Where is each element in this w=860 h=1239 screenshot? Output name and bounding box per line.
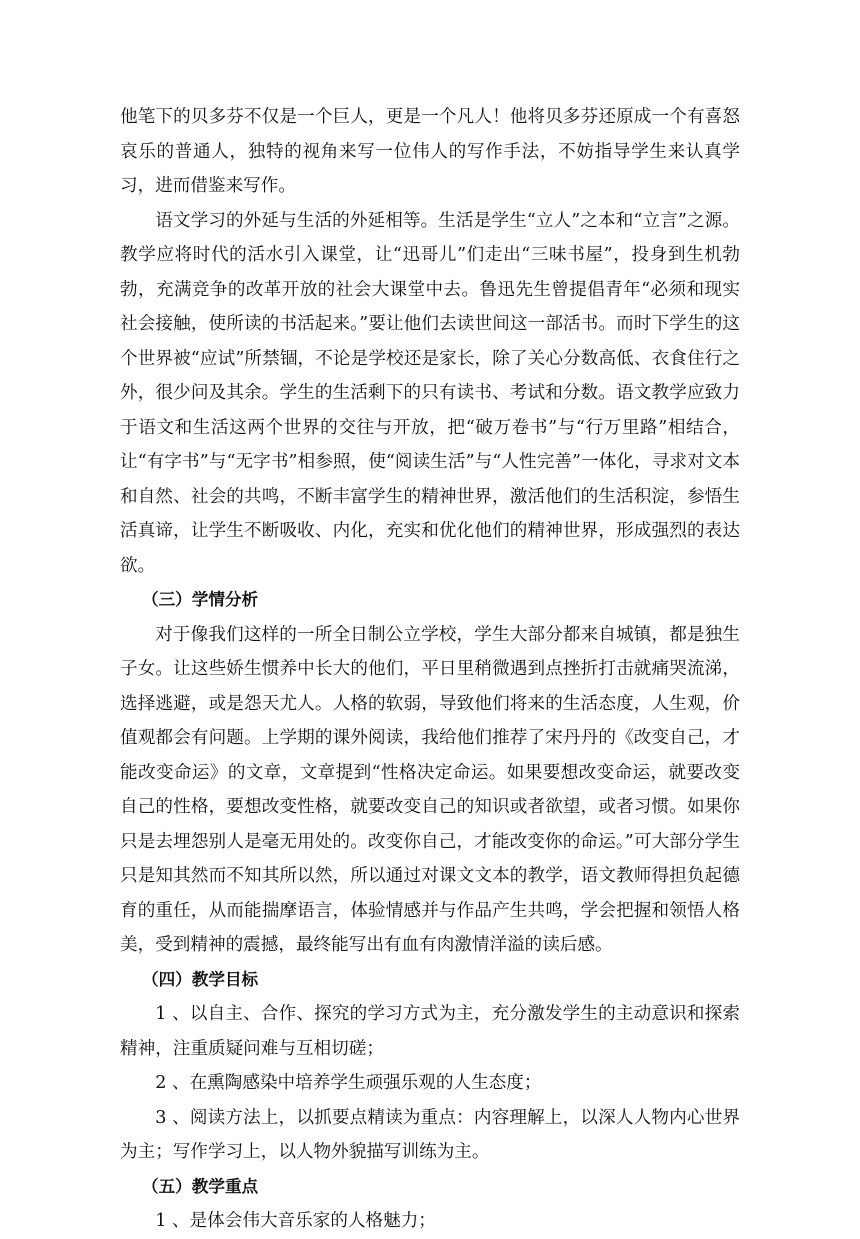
goal-item-2: 2 、在熏陶感染中培养学生顽强乐观的人生态度； [155,1073,542,1093]
paragraph-intro: 他笔下的贝多芬不仅是一个巨人，更是一个凡人！他将贝多芬还原成一个有喜怒哀乐的普通人，独特的视角来写一位伟人的写作手法，不妨指导学生来认真学习，进而借鉴来写作。 [120,107,740,196]
focus-item-1: 1 、是体会伟大音乐家的人格魅力； [155,1211,436,1231]
paragraph-life: 语文学习的外延与生活的外延相等。生活是学生“立人”之本和“立言”之源。教学应将时代的活水引入课堂，让“迅哥儿”们走出“三味书屋”，投身到生机勃勃，充满竞争的改革开放的社会大课堂中去。鲁迅先生曾提倡青年“必须和现实社会接触，使所读的书活起来。”要让他们去读世间这一部活书。而时下学生的这个世界被“应试”所禁锢，不论是学校还是家长，除了关心分数高低、衣食住行之外，很少问及其余。学生的生活剩下的只有读书、考试和分数。语文教学应致力于语文和生活这两个世界的交往与开放，把“破万卷书”与“行万里路”相结合，让“有字书”与“无字书”相参照，使“阅读生活”与“人性完善”一体化，寻求对文本和自然、社会的共鸣，不断丰富学生的精神世界，激活他们的生活积淀，参悟生活真谛，让学生不断吸收、内化，充实和优化他们的精神世界，形成强烈的表达欲。 [120,210,740,576]
heading-teaching-focus: （五）教学重点 [142,1176,259,1196]
goal-item-3: 3 、阅读方法上，以抓要点精读为重点：内容理解上，以深人人物内心世界为主；写作学习上，以人物外貌描写训练为主。 [120,1107,740,1162]
goal-item-1: 1 、以自主、合作、探究的学习方式为主，充分激发学生的主动意识和探索精神，注重质疑问难与互相切磋； [120,1004,740,1059]
heading-student-analysis: （三）学情分析 [142,590,259,609]
document-page [120,100,740,1239]
heading-teaching-goals: （四）教学目标 [142,969,259,989]
paragraph-students: 对于像我们这样的一所全日制公立学校，学生大部分都来自城镇，都是独生子女。让这些娇生惯养中长大的他们，平日里稍微遇到点挫折打击就痛哭流涕，选择逃避，或是怨天尤人。人格的软弱，导致他们将来的生活态度，人生观，价值观都会有问题。上学期的课外阅读，我给他们推荐了宋丹丹的《改变自己，才能改变命运》的文章，文章提到“性格决定命运。如果要想改变命运，就要改变自己的性格，要想改变性格，就要改变自己的知识或者欲望，或者习惯。如果你只是去埋怨别人是毫无用处的。改变你自己，才能改变你的命运。”可大部分学生只是知其然而不知其所以然，所以通过对课文文本的教学，语文教师得担负起德育的重任，从而能揣摩语言，体验情感并与作品产生共鸣，学会把握和领悟人格美，受到精神的震撼，最终能写出有血有肉激情洋溢的读后感。 [120,624,740,955]
